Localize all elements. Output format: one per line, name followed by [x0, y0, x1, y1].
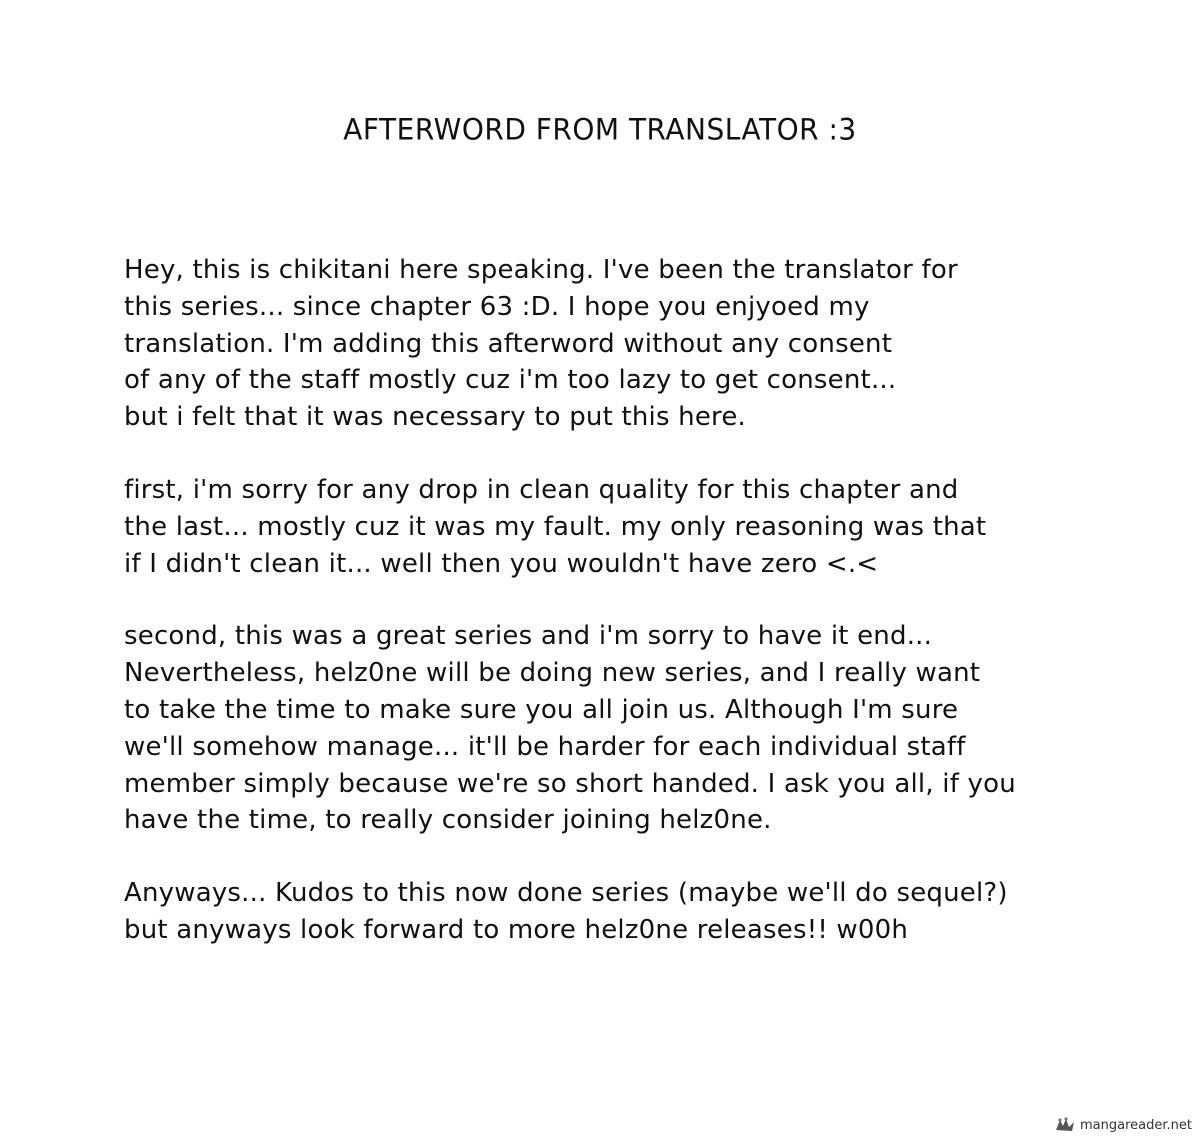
text-line: we'll somehow manage... it'll be harder for each individual staff	[124, 731, 966, 762]
text-line: have the time, to really consider joining helz0ne.	[124, 805, 772, 836]
page-title: AFTERWORD FROM TRANSLATOR :3	[343, 112, 857, 147]
text-line: member simply because we're so short handed. I ask you all, if you	[124, 768, 1016, 799]
paragraph-2	[124, 472, 1084, 582]
text-line: second, this was a great series and i'm sorry to have it end...	[124, 621, 933, 652]
watermark-text: mangareader.net	[1080, 1117, 1192, 1133]
text-line: but anyways look forward to more helz0ne releases!! w00h	[124, 914, 909, 945]
text-line: to take the time to make sure you all join us. Although I'm sure	[124, 694, 959, 725]
text-line: first, i'm sorry for any drop in clean quality for this chapter and	[124, 474, 959, 505]
mangareader-logo-icon	[1054, 1116, 1076, 1134]
text-line: the last... mostly cuz it was my fault. my only reasoning was that	[124, 511, 987, 542]
afterword-body	[124, 252, 1084, 985]
text-line: Nevertheless, helz0ne will be doing new series, and I really want	[124, 658, 981, 689]
text-line: if I didn't clean it... well then you wouldn't have zero <.<	[124, 548, 879, 579]
text-line: this series... since chapter 63 :D. I hope you enjyoed my	[124, 291, 870, 322]
text-line: of any of the staff mostly cuz i'm too lazy to get consent...	[124, 365, 897, 396]
paragraph-3	[124, 618, 1084, 839]
text-line: translation. I'm adding this afterword without any consent	[124, 328, 893, 359]
paragraph-1	[124, 252, 1084, 436]
text-line: Anyways... Kudos to this now done series (maybe we'll do sequel?)	[124, 878, 1008, 909]
watermark	[1054, 1116, 1192, 1134]
text-line: but i felt that it was necessary to put this here.	[124, 402, 747, 433]
text-line: Hey, this is chikitani here speaking. I've been the translator for	[124, 255, 958, 285]
paragraph-4	[124, 875, 1084, 949]
